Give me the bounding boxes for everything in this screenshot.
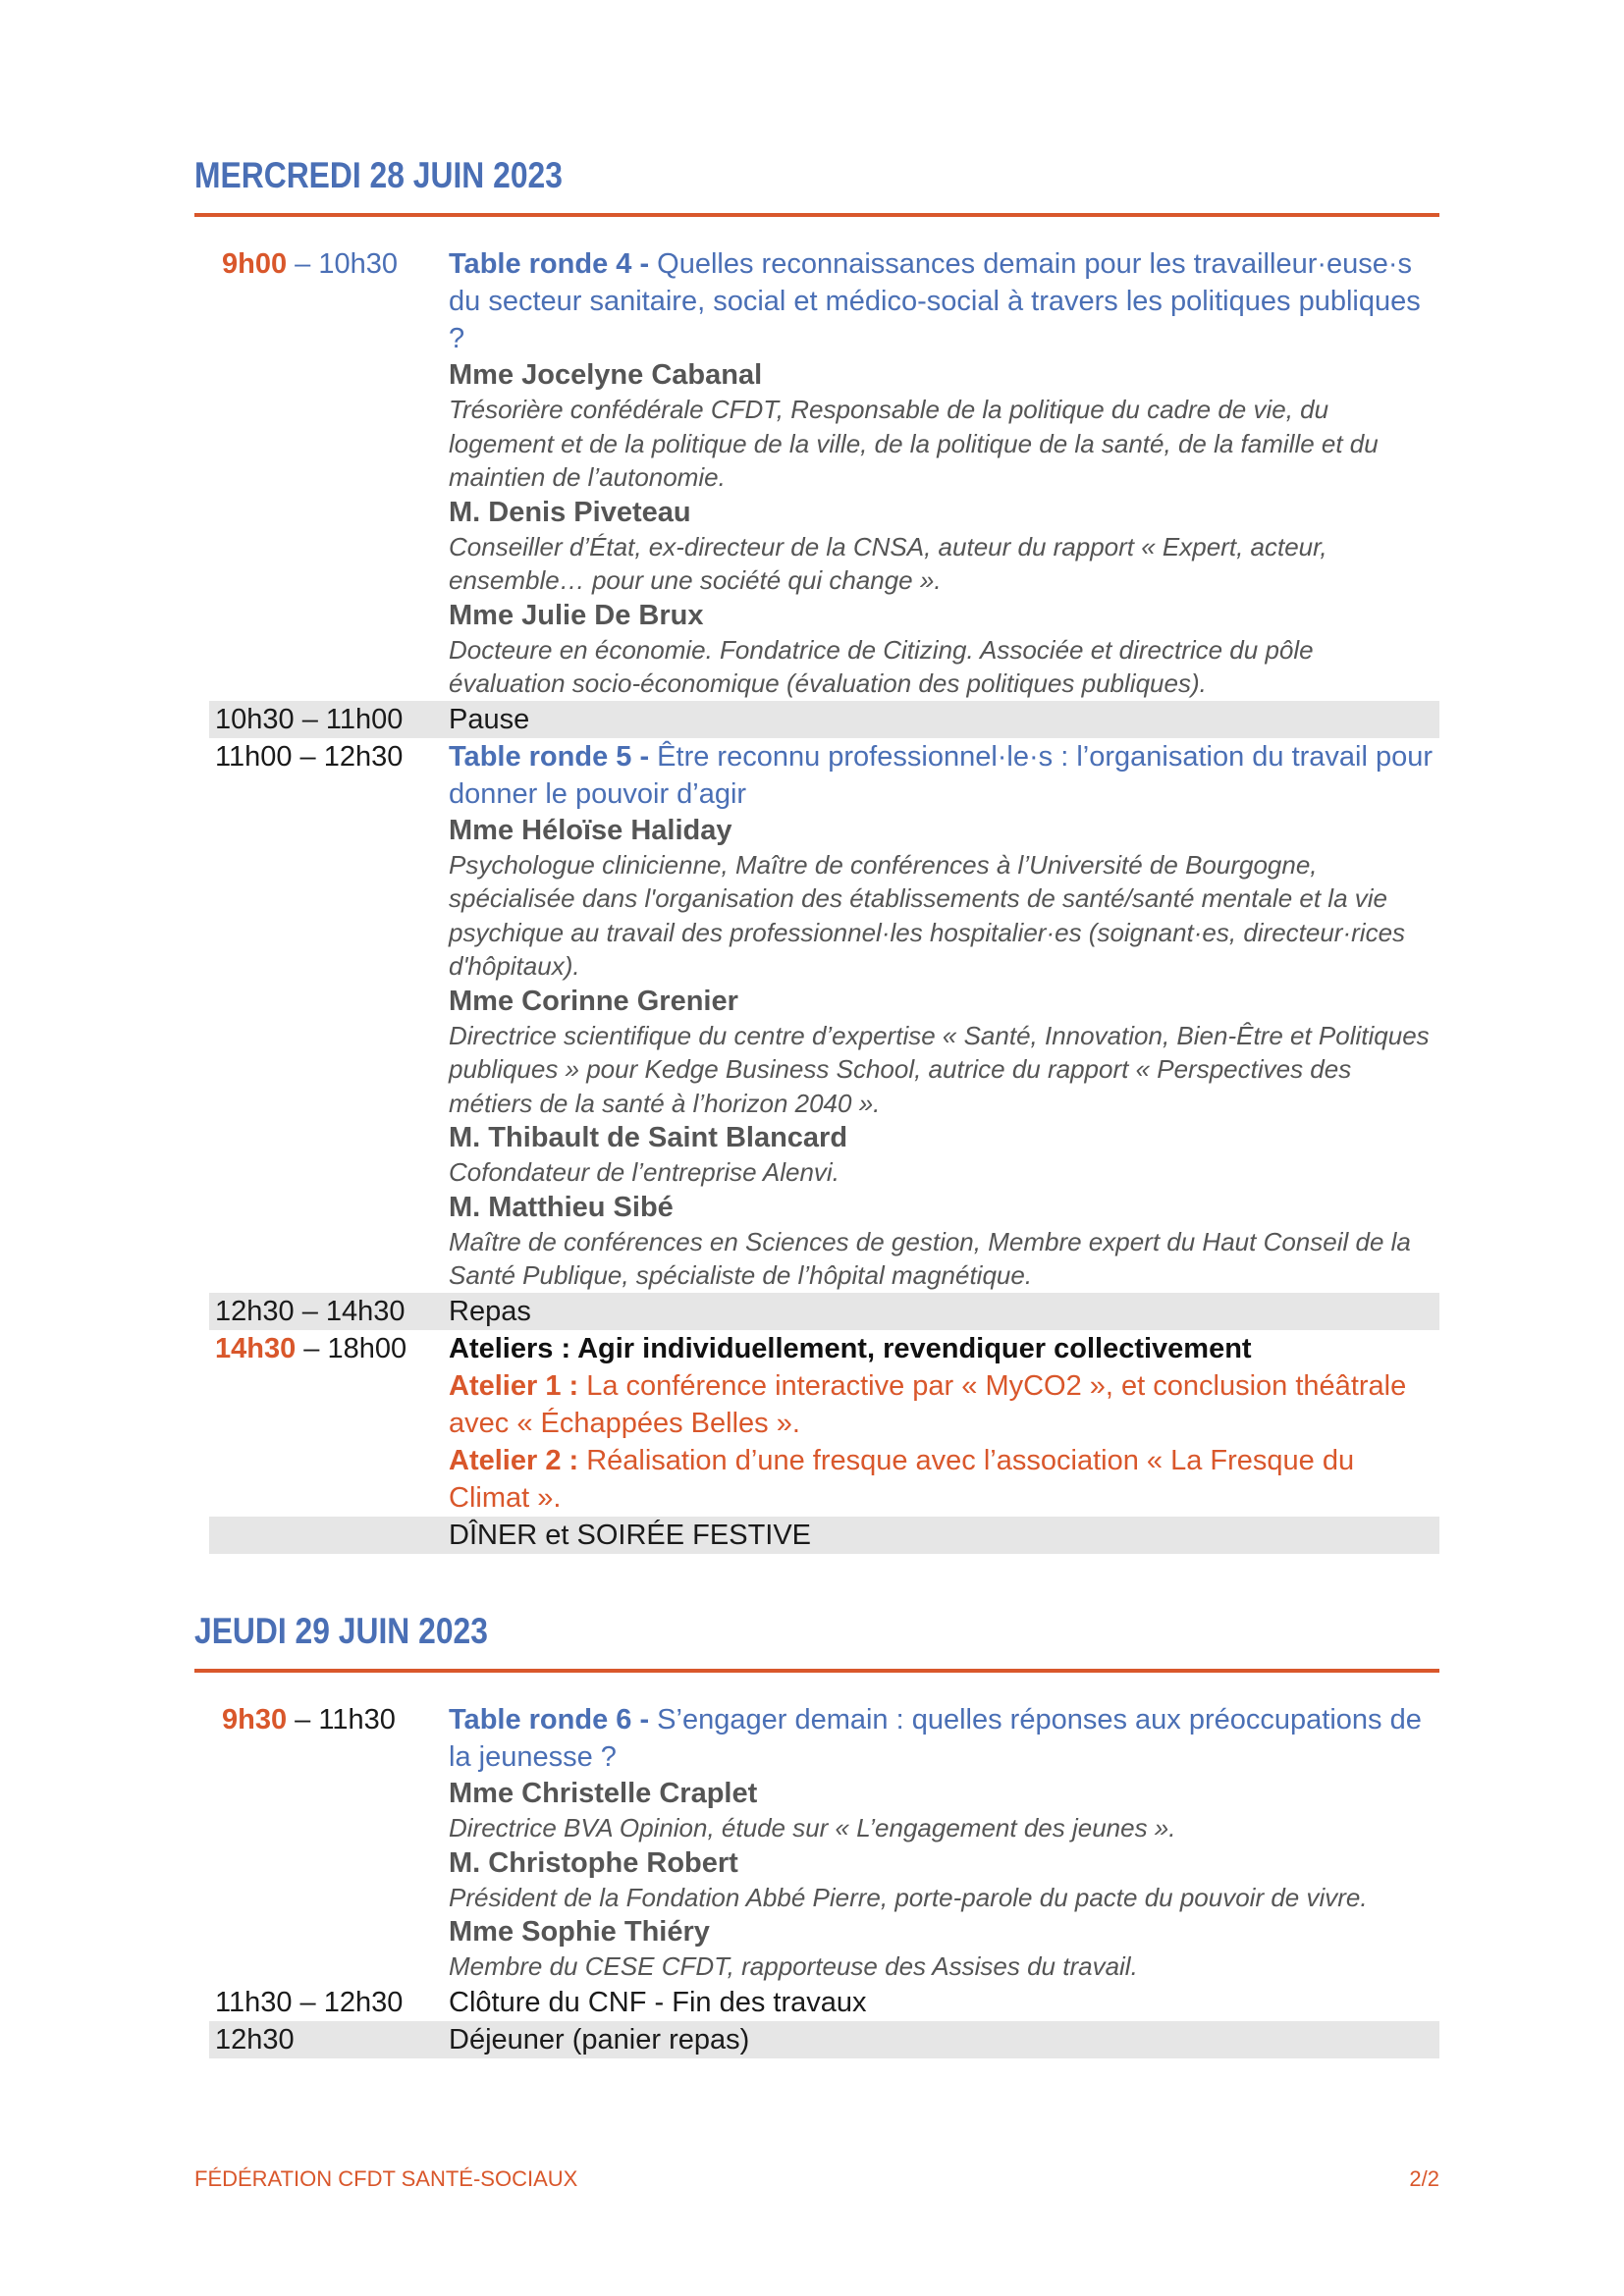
- page-footer: [194, 2166, 1439, 2192]
- schedule-row-table-ronde-6: [209, 1701, 1439, 1984]
- atelier-1: [449, 1367, 1435, 1442]
- time-slot: 11h00 – 12h30: [215, 740, 404, 773]
- session-label: Table ronde 5 -: [449, 740, 658, 773]
- time-slot: [209, 1701, 449, 1984]
- time-slot: 12h30 – 14h30: [215, 1295, 406, 1327]
- speaker-role: Directrice scientifique du centre d’expertise « Santé, Innovation, Bien-Être et Politiques publiques » pour Kedge Business School, autrice du rapport « Perspectives des métiers de la santé à l’horizon 2040 ».: [449, 1020, 1430, 1118]
- speaker-role: Conseiller d’État, ex-directeur de la CNSA, auteur du rapport « Expert, acteur, ensemble… pour une société qui change ».: [449, 531, 1327, 595]
- speaker-name: Mme Julie De Brux: [449, 599, 704, 631]
- speaker-name: Mme Héloïse Haliday: [449, 814, 732, 846]
- atelier-text: La conférence interactive par « MyCO2 », et conclusion théâtrale avec « Échappées Belles ».: [449, 1369, 1407, 1439]
- footer-org: FÉDÉRATION CFDT SANTÉ-SOCIAUX: [194, 2166, 578, 2191]
- page-number: 2/2: [1409, 2166, 1439, 2191]
- time-start: 14h30: [215, 1332, 297, 1364]
- schedule-row-cloture: [209, 1984, 1439, 2021]
- schedule-row-table-ronde-4: [209, 245, 1439, 701]
- speaker-role: Docteure en économie. Fondatrice de Citizing. Associée et directrice du pôle évaluation socio-économique (évaluation des politiques publiques).: [449, 634, 1314, 698]
- time-start: 9h30: [222, 1704, 288, 1735]
- speaker-name: Mme Jocelyne Cabanal: [449, 359, 763, 391]
- atelier-2: [449, 1442, 1435, 1517]
- time-end: – 18h00: [296, 1332, 407, 1364]
- time-slot: 11h30 – 12h30: [215, 1986, 404, 2018]
- time-slot-empty: [209, 1517, 449, 1554]
- session-text: Quelles reconnaissances demain pour les travailleur·euse·s du secteur sanitaire, social et médico-social à travers les politiques publiques ?: [449, 248, 1421, 354]
- schedule-row-pause: [209, 701, 1439, 738]
- schedule-row-dejeuner: [209, 2021, 1439, 2058]
- speaker-role: Cofondateur de l’entreprise Alenvi.: [449, 1157, 839, 1187]
- schedule-row-diner: [209, 1517, 1439, 1554]
- atelier-text: Réalisation d’une fresque avec l’association « La Fresque du Climat ».: [449, 1444, 1355, 1514]
- day-title-rule: [194, 1669, 1439, 1673]
- schedule-day2: [209, 1701, 1439, 2058]
- atelier-label: Atelier 1 :: [449, 1369, 587, 1402]
- speaker-role: Trésorière confédérale CFDT, Responsable de la politique du cadre de vie, du logement et de la politique de la ville, de la politique de la santé, de la famille et du maintien de l’autonomie.: [449, 395, 1379, 492]
- day-title-rule: [194, 213, 1439, 217]
- session-title: [449, 738, 1435, 813]
- speaker-role: Maître de conférences en Sciences de gestion, Membre expert du Haut Conseil de la Santé Publique, spécialiste de l’hôpital magnétique.: [449, 1226, 1411, 1290]
- speaker-name: M. Matthieu Sibé: [449, 1191, 674, 1223]
- speaker-role: Directrice BVA Opinion, étude sur « L’engagement des jeunes ».: [449, 1813, 1176, 1842]
- session-label: Déjeuner (panier repas): [449, 2023, 750, 2056]
- time-slot: 10h30 – 11h00: [215, 703, 404, 735]
- session-title: [449, 245, 1435, 357]
- session-title: [449, 1701, 1435, 1776]
- speaker-name: Mme Sophie Thiéry: [449, 1916, 710, 1948]
- session-label: Table ronde 4 -: [449, 248, 658, 280]
- time-slot: 12h30: [215, 2023, 295, 2056]
- session-content: [449, 1701, 1439, 1984]
- speaker-name: M. Christophe Robert: [449, 1846, 738, 1879]
- session-label: Pause: [449, 703, 530, 735]
- session-text: S’engager demain : quelles réponses aux préoccupations de la jeunesse ?: [449, 1704, 1422, 1773]
- speaker-name: Mme Corinne Grenier: [449, 985, 738, 1017]
- session-content: [449, 1330, 1439, 1517]
- speaker-role: Psychologue clinicienne, Maître de conférences à l’Université de Bourgogne, spécialisée dans l'organisation des établissements de santé/santé mentale et la vie psychique au travail des professionnel·les hospitalier·es (soignant·es, directeur·rices d'hôpitaux).: [449, 849, 1406, 981]
- session-content: [449, 738, 1439, 1293]
- schedule-day1: [209, 245, 1439, 1554]
- time-start: 9h00: [222, 248, 288, 280]
- schedule-row-ateliers: [209, 1330, 1439, 1517]
- speaker-role: Membre du CESE CFDT, rapporteuse des Assises du travail.: [449, 1951, 1138, 1981]
- ateliers-title: Ateliers : Agir individuellement, revendiquer collectivement: [449, 1332, 1252, 1364]
- atelier-label: Atelier 2 :: [449, 1444, 587, 1476]
- session-label: Repas: [449, 1295, 531, 1327]
- time-slot: [209, 245, 449, 701]
- session-label: DÎNER et SOIRÉE FESTIVE: [449, 1519, 812, 1551]
- schedule-row-repas: [209, 1293, 1439, 1330]
- speaker-name: M. Denis Piveteau: [449, 496, 691, 528]
- time-slot: [209, 1330, 449, 1517]
- speaker-name: M. Thibault de Saint Blancard: [449, 1122, 848, 1153]
- time-end: – 11h30: [287, 1704, 396, 1735]
- session-content: [449, 245, 1439, 701]
- schedule-row-table-ronde-5: [209, 738, 1439, 1293]
- day-title-mercredi: MERCREDI 28 JUIN 2023: [194, 155, 563, 195]
- speaker-role: Président de la Fondation Abbé Pierre, porte-parole du pacte du pouvoir de vivre.: [449, 1882, 1368, 1912]
- session-label: Clôture du CNF - Fin des travaux: [449, 1986, 867, 2018]
- session-text: Être reconnu professionnel·le·s : l’organisation du travail pour donner le pouvoir d’agir: [449, 740, 1434, 810]
- session-label: Table ronde 6 -: [449, 1704, 658, 1735]
- time-end: – 10h30: [287, 248, 398, 280]
- day-title-jeudi: JEUDI 29 JUIN 2023: [194, 1611, 488, 1651]
- speaker-name: Mme Christelle Craplet: [449, 1778, 758, 1809]
